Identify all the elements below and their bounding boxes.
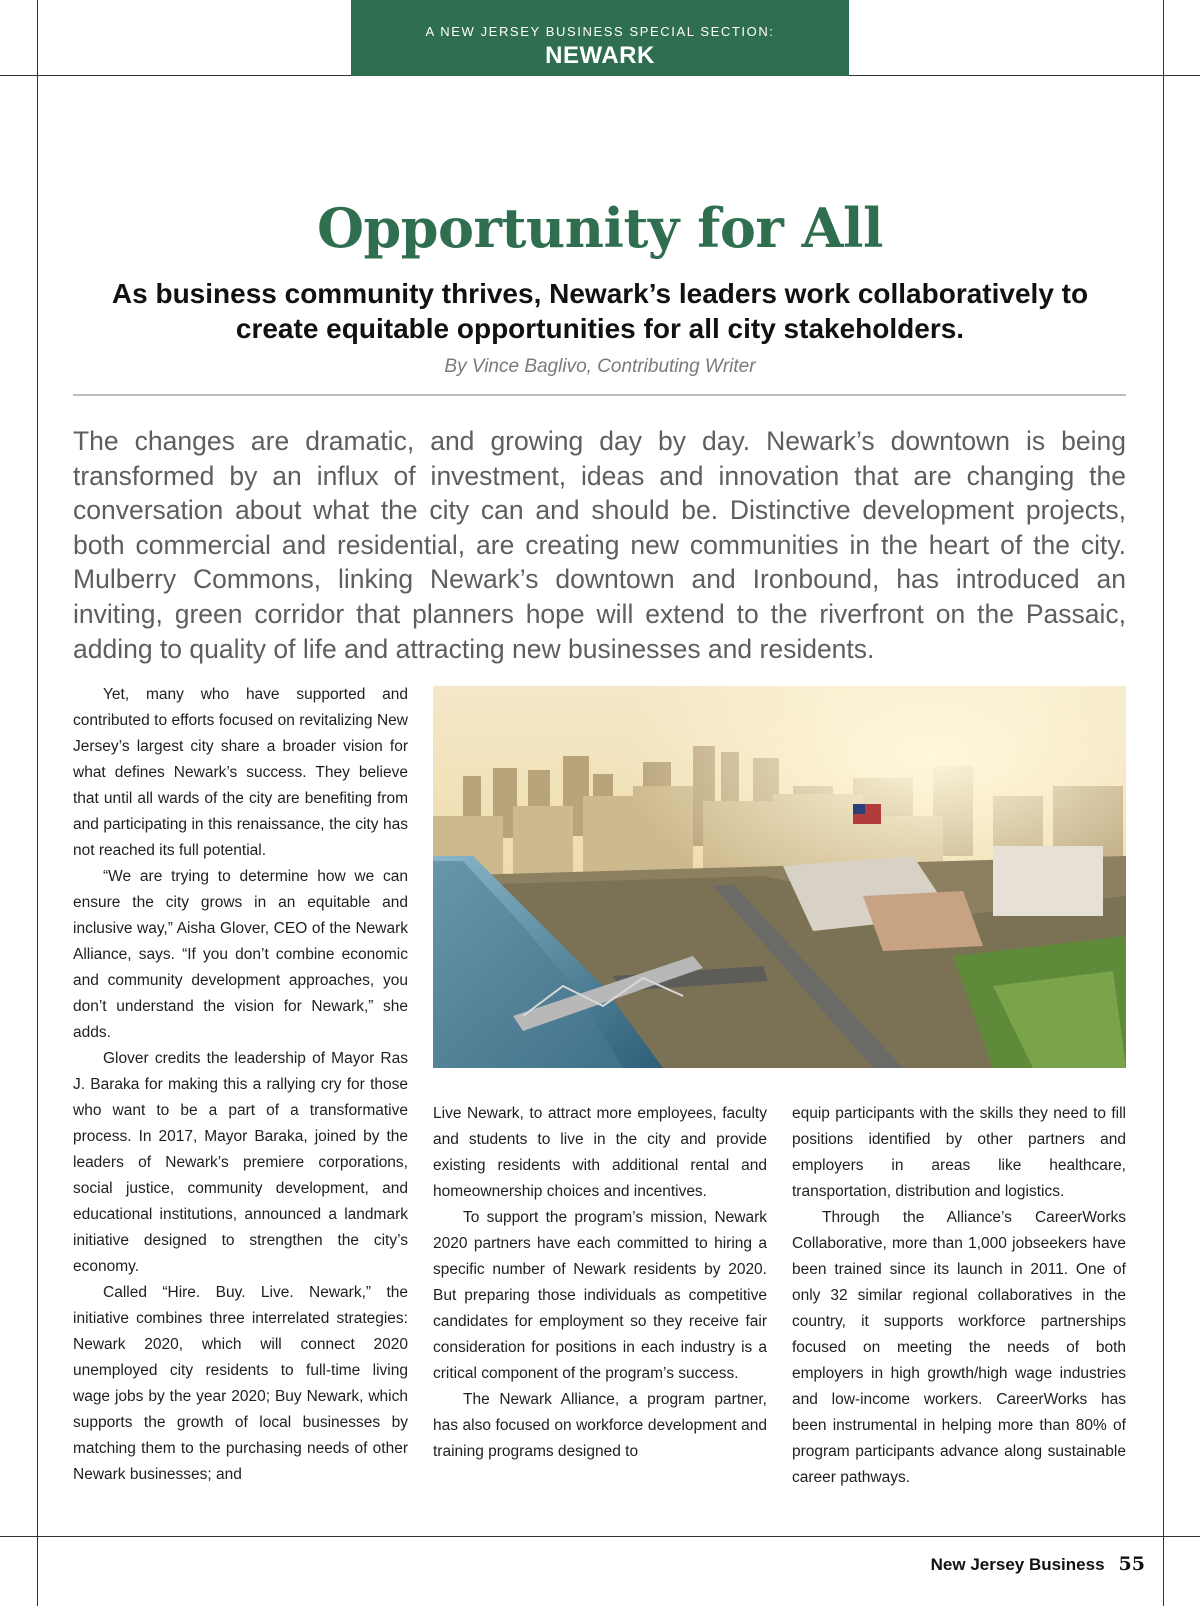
article-title: Opportunity for All	[316, 196, 884, 260]
page-number: 55	[1118, 1553, 1145, 1575]
article-lede: The changes are dramatic, and growing day by day. Newark’s downtown is being transformed by an influx of investment, ideas and innovation that are changing the conversation about what the city can and should be. Distinctive development projects, both commercial and residential, are creating new communities in the heart of the city. Mulberry Commons, linking Newark’s downtown and Ironbound, has introduced an inviting, green corridor that planners hope will extend to the riverfront on the Passaic, adding to quality of life and attracting new businesses and residents.	[73, 426, 1126, 664]
paragraph: Called “Hire. Buy. Live. Newark,” the initiative combines three interrelated strategies: Newark 2020, which will connect 2020 unemployed city residents to full-time living wage jobs by the year 2020; Buy Newark, which supports the growth of local businesses by matching them to the purchasing needs of other Newark businesses; and	[73, 1284, 408, 1483]
paragraph: Glover credits the leadership of Mayor Ras J. Baraka for making this a rallying cry for those who want to be a part of a transformative process. In 2017, Mayor Baraka, joined by the leaders of Newark’s premiere corporations, social justice, community development, and educational institutions, announced a landmark initiative designed to strengthen the city’s economy.	[73, 1050, 408, 1275]
newark-skyline-photo	[433, 686, 1126, 1068]
section-name: NEWARK	[545, 42, 655, 69]
article-column-2	[433, 1101, 767, 1465]
bottom-rule	[0, 1536, 1200, 1537]
paragraph: “We are trying to determine how we can ensure the city grows in an equitable and inclusive way,” Aisha Glover, CEO of the Newark Alliance, says. “If you don’t combine economic and community development approaches, you don’t understand the vision for Newark,” she adds.	[73, 868, 408, 1041]
article-subtitle: As business community thrives, Newark’s leaders work collaboratively to create equitable opportunities for all city stakeholders.	[111, 278, 1089, 344]
paragraph: Yet, many who have supported and contributed to efforts focused on revitalizing New Jersey’s largest city share a broader vision for what defines Newark’s success. They believe that until all wards of the city are benefiting from and participating in this renaissance, the city has not reached its full potential.	[73, 686, 408, 859]
publication-name: New Jersey Business	[930, 1555, 1105, 1574]
page-footer	[931, 1553, 1145, 1575]
paragraph: Through the Alliance’s CareerWorks Collaborative, more than 1,000 jobseekers have been trained since its launch in 2011. One of only 32 similar regional collaboratives in the country, it supports workforce partnerships focused on meeting the needs of both employers in high growth/high wage industries and low-income workers. CareerWorks has been instrumental in helping more than 80% of program participants advance along sustainable career pathways.	[792, 1209, 1126, 1486]
paragraph: equip participants with the skills they need to fill positions identified by other partners and employers in areas like healthcare, transportation, distribution and logistics.	[792, 1105, 1126, 1200]
paragraph: The Newark Alliance, a program partner, has also focused on workforce development and training programs designed to	[433, 1391, 767, 1460]
paragraph: To support the program’s mission, Newark 2020 partners have each committed to hiring a specific number of Newark residents by 2020. But preparing those individuals as competitive candidates for employment so they receive fair consideration for positions in each industry is a critical component of the program’s success.	[433, 1209, 767, 1382]
article-byline: By Vince Baglivo, Contributing Writer	[444, 356, 756, 377]
article-column-3	[792, 1101, 1126, 1491]
section-kicker: A NEW JERSEY BUSINESS SPECIAL SECTION:	[425, 24, 775, 39]
section-banner	[351, 0, 849, 76]
paragraph: Live Newark, to attract more employees, faculty and students to live in the city and provide existing residents with additional rental and homeownership choices and incentives.	[433, 1105, 767, 1200]
article-column-1	[73, 682, 408, 1488]
separator-line	[73, 394, 1126, 396]
